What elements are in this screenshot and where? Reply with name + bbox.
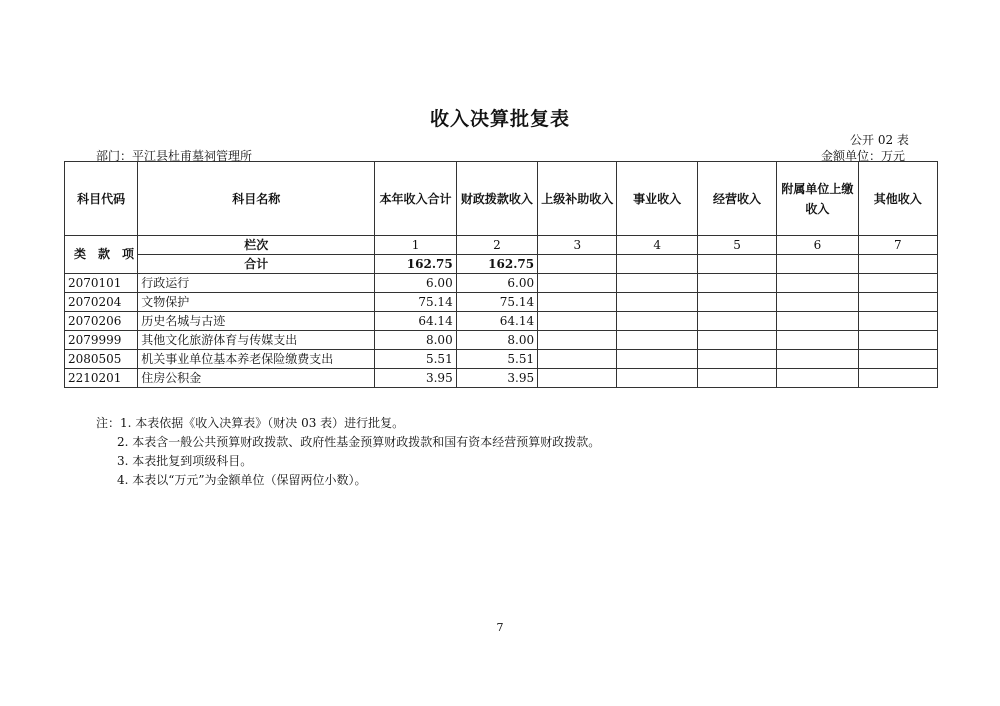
row-other	[858, 331, 937, 350]
row-other	[858, 274, 937, 293]
row-affiliated	[777, 312, 858, 331]
column-number: 1	[375, 236, 456, 255]
row-affiliated	[777, 274, 858, 293]
header-operating: 经营收入	[697, 162, 776, 236]
row-name: 文物保护	[138, 293, 375, 312]
note-3: 3. 本表批复到项级科目。	[117, 454, 253, 468]
header-affiliated: 附属单位上缴收入	[777, 162, 858, 236]
sum-affiliated	[777, 255, 858, 274]
row-fiscal: 5.51	[456, 350, 537, 369]
row-affiliated	[777, 293, 858, 312]
row-upper	[538, 274, 617, 293]
row-fiscal: 75.14	[456, 293, 537, 312]
column-number: 7	[858, 236, 937, 255]
column-number: 3	[538, 236, 617, 255]
row-name: 历史名城与古迹	[138, 312, 375, 331]
row-name: 机关事业单位基本养老保险缴费支出	[138, 350, 375, 369]
sum-other	[858, 255, 937, 274]
row-upper	[538, 331, 617, 350]
header-upper: 上级补助收入	[538, 162, 617, 236]
column-number-row	[65, 236, 938, 255]
level-class: 类	[73, 247, 86, 261]
note-1: 注：1. 本表依据《收入决算表》（财决 03 表）进行批复。	[96, 416, 405, 430]
row-total: 3.95	[375, 369, 456, 388]
sum-total: 162.75	[375, 255, 456, 274]
code-level-cell	[65, 236, 138, 274]
row-operating	[697, 369, 776, 388]
table-row	[65, 274, 938, 293]
row-code: 2210201	[65, 369, 138, 388]
column-number: 4	[617, 236, 697, 255]
column-number-label: 栏次	[138, 236, 375, 255]
row-business	[617, 293, 697, 312]
row-business	[617, 369, 697, 388]
row-operating	[697, 274, 776, 293]
row-other	[858, 293, 937, 312]
row-business	[617, 350, 697, 369]
row-other	[858, 350, 937, 369]
table-row	[65, 312, 938, 331]
row-code: 2070206	[65, 312, 138, 331]
table-row	[65, 369, 938, 388]
row-upper	[538, 350, 617, 369]
form-number: 公开 02 表	[850, 133, 909, 147]
revenue-approval-table	[64, 161, 938, 388]
row-total: 64.14	[375, 312, 456, 331]
row-code: 2080505	[65, 350, 138, 369]
row-operating	[697, 350, 776, 369]
sum-business	[617, 255, 697, 274]
row-total: 8.00	[375, 331, 456, 350]
sum-row	[65, 255, 938, 274]
row-business	[617, 331, 697, 350]
column-number: 5	[697, 236, 776, 255]
row-total: 75.14	[375, 293, 456, 312]
notes-section	[96, 414, 600, 490]
row-name: 住房公积金	[138, 369, 375, 388]
row-affiliated	[777, 369, 858, 388]
header-total: 本年收入合计	[375, 162, 456, 236]
table-row	[65, 350, 938, 369]
column-number: 2	[456, 236, 537, 255]
row-total: 6.00	[375, 274, 456, 293]
sum-label: 合计	[138, 255, 375, 274]
header-name: 科目名称	[138, 162, 375, 236]
level-section: 款	[97, 247, 110, 261]
page-number: 7	[496, 621, 504, 634]
row-operating	[697, 331, 776, 350]
header-other: 其他收入	[858, 162, 937, 236]
row-name: 其他文化旅游体育与传媒支出	[138, 331, 375, 350]
row-fiscal: 8.00	[456, 331, 537, 350]
row-other	[858, 312, 937, 331]
sum-fiscal: 162.75	[456, 255, 537, 274]
row-business	[617, 274, 697, 293]
note-2: 2. 本表含一般公共预算财政拨款、政府性基金预算财政拨款和国有资本经营预算财政拨款。	[117, 435, 601, 449]
header-business: 事业收入	[617, 162, 697, 236]
row-upper	[538, 293, 617, 312]
row-code: 2070204	[65, 293, 138, 312]
table-row	[65, 293, 938, 312]
row-name: 行政运行	[138, 274, 375, 293]
row-upper	[538, 369, 617, 388]
header-code: 科目代码	[65, 162, 138, 236]
row-operating	[697, 312, 776, 331]
row-code: 2079999	[65, 331, 138, 350]
department-label: 部门：平江县杜甫墓祠管理所	[96, 149, 253, 163]
row-affiliated	[777, 350, 858, 369]
table-row	[65, 331, 938, 350]
amount-unit-label: 金额单位：万元	[821, 149, 906, 163]
sum-operating	[697, 255, 776, 274]
row-business	[617, 312, 697, 331]
row-other	[858, 369, 937, 388]
sum-upper	[538, 255, 617, 274]
header-row	[65, 162, 938, 236]
row-fiscal: 6.00	[456, 274, 537, 293]
row-fiscal: 64.14	[456, 312, 537, 331]
note-4: 4. 本表以“万元”为金额单位（保留两位小数）。	[117, 473, 367, 487]
row-fiscal: 3.95	[456, 369, 537, 388]
row-code: 2070101	[65, 274, 138, 293]
level-item: 项	[121, 247, 134, 261]
column-number: 6	[777, 236, 858, 255]
page-title: 收入决算批复表	[429, 108, 570, 130]
row-operating	[697, 293, 776, 312]
header-fiscal: 财政拨款收入	[456, 162, 537, 236]
row-affiliated	[777, 331, 858, 350]
row-total: 5.51	[375, 350, 456, 369]
row-upper	[538, 312, 617, 331]
